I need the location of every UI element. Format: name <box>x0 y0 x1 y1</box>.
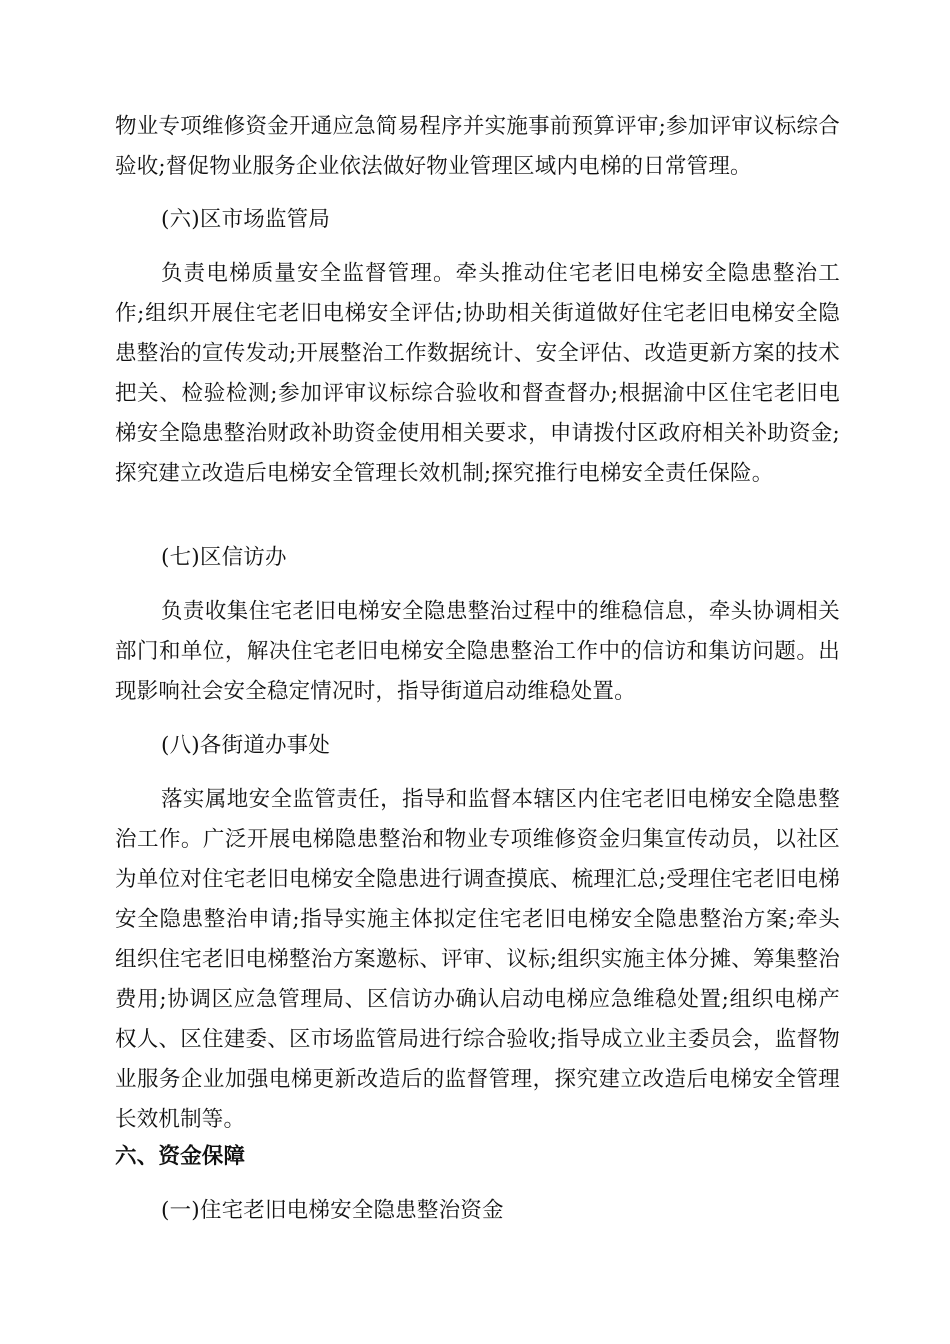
paragraph-petition-office-duties: 负责收集住宅老旧电梯安全隐患整治过程中的维稳信息，牵头协调相关部门和单位，解决住宅老旧电梯安全隐患整治工作中的信访和集访问题。出现影响社会安全稳定情况时，指导街道启动维稳处置。 <box>115 599 840 704</box>
subheading-market-supervision: (六)区市场监管局 <box>161 207 331 232</box>
section-heading-funding: 六、资金保障 <box>115 1144 246 1169</box>
subheading-petition-office: (七)区信访办 <box>161 545 287 570</box>
subheading-remediation-funds: (一)住宅老旧电梯安全隐患整治资金 <box>161 1198 504 1223</box>
paragraph-market-supervision-duties: 负责电梯质量安全监督管理。牵头推动住宅老旧电梯安全隐患整治工作;组织开展住宅老旧电梯安全评估;协助相关街道做好住宅老旧电梯安全隐患整治的宣传发动;开展整治工作数据统计、安全评估、改造更新方案的技术把关、检验检测;参加评审议标综合验收和督查督办;根据渝中区住宅老旧电梯安全隐患整治财政补助资金使用相关要求，申请拨付区政府相关补助资金;探究建立改造后电梯安全管理长效机制;探究推行电梯安全责任保险。 <box>115 261 840 486</box>
subheading-street-offices: (八)各街道办事处 <box>161 733 331 758</box>
paragraph-street-offices-duties: 落实属地安全监管责任，指导和监督本辖区内住宅老旧电梯安全隐患整治工作。广泛开展电梯隐患整治和物业专项维修资金归集宣传动员，以社区为单位对住宅老旧电梯安全隐患进行调查摸底、梳理汇总;受理住宅老旧电梯安全隐患整治申请;指导实施主体拟定住宅老旧电梯安全隐患整治方案;牵头组织住宅老旧电梯整治方案邀标、评审、议标;组织实施主体分摊、筹集整治费用;协调区应急管理局、区信访办确认启动电梯应急维稳处置;组织电梯产权人、区住建委、区市场监管局进行综合验收;指导成立业主委员会，监督物业服务企业加强电梯更新改造后的监督管理，探究建立改造后电梯安全管理长效机制等。 <box>115 787 840 1132</box>
paragraph-property-fund: 物业专项维修资金开通应急简易程序并实施事前预算评审;参加评审议标综合验收;督促物业服务企业依法做好物业管理区域内电梯的日常管理。 <box>115 114 840 179</box>
